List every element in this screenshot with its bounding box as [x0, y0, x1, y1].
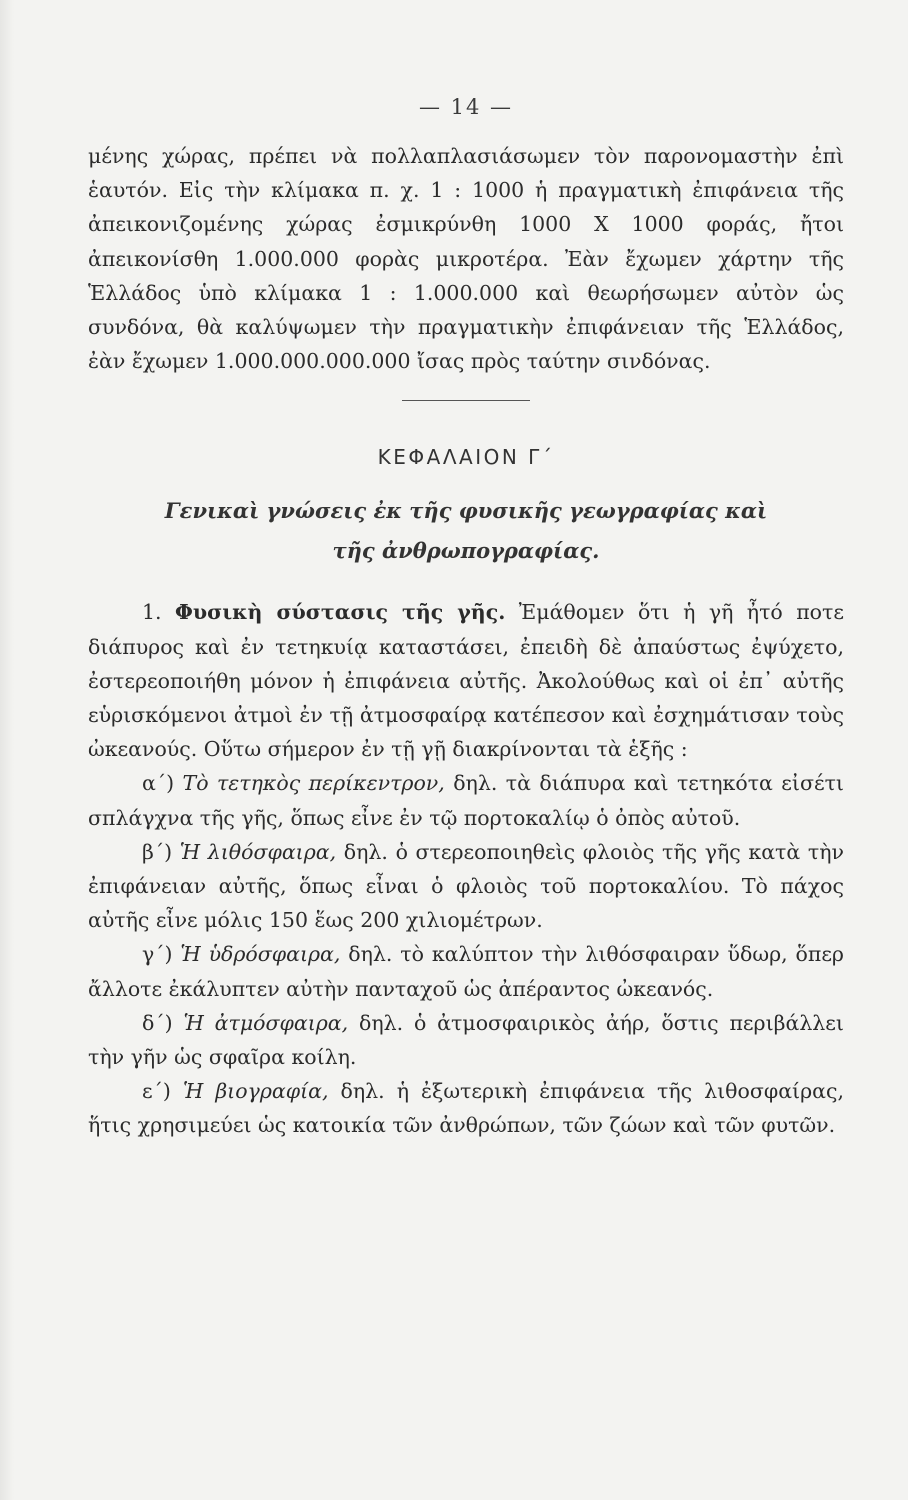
item-text: δηλ. ὁ ἀτμοσφαιρικὸς ἀήρ, ὅστις περιβάλλει τὴν γῆν ὡς σφαῖρα κοίλη.	[88, 1010, 844, 1070]
item-label: δ΄)	[142, 1010, 173, 1035]
item-term: Τὸ τετηκὸς περίκεντρον,	[182, 771, 445, 796]
item-text: δηλ. ἡ ἐξωτερικὴ ἐπιφάνεια τῆς λιθοσφαίρας, ἥτις χρησιμεύει ὡς κατοικία τῶν ἀνθρώπων, τῶν ζώων καὶ τῶν φυτῶν.	[88, 1079, 844, 1138]
chapter-heading: ΚΕΦΑΛΑΙΟΝ Γ΄	[377, 445, 555, 470]
item-text: δηλ. ὁ στερεοποιηθεὶς φλοιὸς τῆς γῆς κατὰ τὴν ἐπιφάνειαν αὐτῆς, ὅπως εἶναι ὁ φλοιὸς τοῦ πορτοκαλίου. Τὸ πάχος αὐτῆς εἶνε μόλις 150 ἕως 200 χιλιομέτρων.	[88, 839, 844, 933]
section-text: Ἐμάθομεν ὅτι ἡ γῆ ἦτό ποτε διάπυρος καὶ ἐν τετηκυίᾳ καταστάσει, ἐπειδὴ δὲ ἀπαύστως ἐψύχετο, ἐστερεοποιήθη μόνον ἡ ἐπιφάνεια αὐτῆς. Ἀκολούθως καὶ οἱ ἐπ᾽ αὐτῆς εὑρισκόμενοι ἀτμοὶ ἐν τῇ ἀτμοσφαίρᾳ κατέπεσον καὶ ἐσχημάτισαν τοὺς ὠκεανούς. Οὕτω σήμερον ἐν τῇ γῇ διακρίνονται τὰ ἑξῆς :	[88, 600, 844, 762]
page-number: — 14 —	[418, 95, 514, 119]
item-label: α΄)	[142, 771, 175, 796]
item-label: β΄)	[142, 839, 173, 864]
intro-paragraph: μένης χώρας, πρέπει νὰ πολλαπλασιάσωμεν τὸν παρονομαστὴν ἐπὶ ἑαυτόν. Εἰς τὴν κλίμακα π. χ. 1 : 1000 ἡ πραγματικὴ ἐπιφάνεια τῆς ἀπεικονιζομένης χώρας ἐσμικρύνθη 1000 X 1000 φοράς, ἤτοι ἀπεικονίσθη 1.000.000 φορὰς μικροτέρα. Ἐὰν ἔχωμεν χάρτην τῆς Ἑλλάδος ὑπὸ κλίμακα 1 : 1.000.000 καὶ θεωρήσωμεν αὐτὸν ὡς συνδόνα, θὰ καλύψωμεν τὴν πραγματικὴν ἐπιφάνειαν τῆς Ἑλλάδος, ἐὰν ἔχωμεν 1.000.000.000.000 ἴσας πρὸς ταύτην σινδόνας.	[88, 144, 844, 374]
item-term: Ἡ ὑδρόσφαιρα,	[180, 942, 341, 967]
item-text: δηλ. τὸ καλύπτον τὴν λιθόσφαιραν ὕδωρ, ὅπερ ἄλλοτε ἐκάλυπτεν αὐτὴν πανταχοῦ ὡς ἀπέραντος ὠκεανός.	[88, 942, 844, 1001]
page-edge-shadow	[0, 0, 14, 1500]
item-label: γ΄)	[142, 942, 173, 967]
section-1-paragraph	[88, 595, 844, 766]
chapter-subtitle-line-2: τῆς ἀνθρωπογραφίας.	[332, 538, 600, 564]
list-item-alpha	[88, 766, 844, 834]
section-divider	[402, 400, 530, 401]
chapter-subtitle	[88, 491, 844, 571]
list-item-gamma	[88, 937, 844, 1005]
item-term: Ἡ βιογραφία,	[182, 1079, 329, 1104]
section-title: Φυσικὴ σύστασις τῆς γῆς.	[175, 600, 506, 625]
section-body	[88, 595, 844, 1142]
list-item-delta	[88, 1006, 844, 1074]
list-item-epsilon	[88, 1074, 844, 1142]
book-page	[88, 95, 844, 1143]
list-item-beta	[88, 835, 844, 938]
item-term: Ἡ ἀτμόσφαιρα,	[183, 1010, 349, 1035]
item-term: Ἡ λιθόσφαιρα,	[179, 839, 337, 864]
item-text: δηλ. τὰ διάπυρα καὶ τετηκότα εἰσέτι σπλάγχνα τῆς γῆς, ὅπως εἶνε ἐν τῷ πορτοκαλίῳ ὁ ὀπὸς αὐτοῦ.	[88, 771, 844, 830]
section-number: 1.	[142, 600, 162, 625]
chapter-subtitle-line-1: Γενικαὶ γνώσεις ἐκ τῆς φυσικῆς γεωγραφίας καὶ	[164, 498, 768, 524]
item-label: ε΄)	[142, 1079, 171, 1104]
